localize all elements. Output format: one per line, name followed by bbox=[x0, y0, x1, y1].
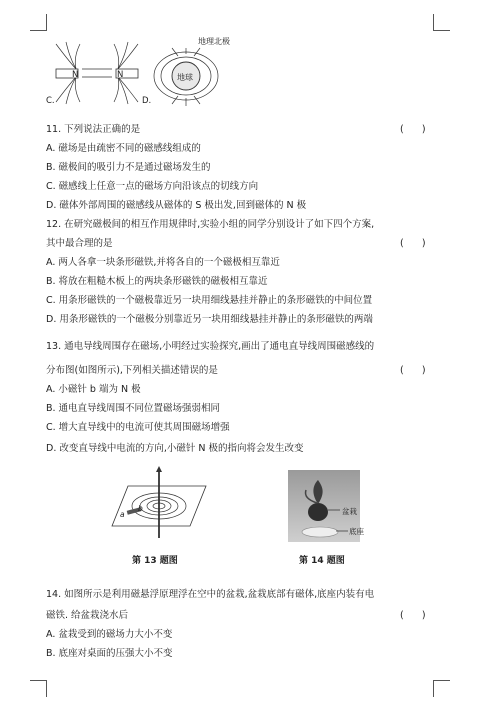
figure-c-label: C. bbox=[46, 96, 55, 106]
figure-c-like-poles bbox=[52, 42, 142, 104]
q13-stem-line1: 13. 通电导线周围存在磁场,小明经过实验探究,画出了通电直导线周围磁感线的 bbox=[46, 341, 375, 352]
q12-answer-paren: ( ) bbox=[400, 238, 426, 249]
figure-13-wire-field bbox=[110, 466, 210, 542]
q11-option-b: B. 磁极间的吸引力不是通过磁场发生的 bbox=[46, 162, 211, 173]
q13-option-d: D. 改变直导线中电流的方向,小磁针 N 极的指向将会发生改变 bbox=[46, 443, 304, 454]
crop-mark-bottom-left bbox=[30, 680, 47, 697]
figure-13-caption: 第 13 题图 bbox=[132, 556, 178, 566]
q12-stem-line2: 其中最合理的是 bbox=[46, 238, 113, 249]
q11-stem: 11. 下列说法正确的是 bbox=[46, 124, 141, 135]
q14-option-a: A. 盆栽受到的磁场力大小不变 bbox=[46, 629, 173, 640]
crop-mark-top-left bbox=[30, 14, 47, 31]
q11-option-d: D. 磁体外部周围的磁感线从磁体的 S 极出发,回到磁体的 N 极 bbox=[46, 200, 307, 211]
q11-answer-paren: ( ) bbox=[400, 124, 426, 135]
crop-mark-top-right bbox=[433, 14, 450, 31]
q14-option-b: B. 底座对桌面的压强大小不变 bbox=[46, 648, 173, 659]
figure-14-base-label: 底座 bbox=[349, 527, 364, 536]
q12-option-d: D. 用条形磁铁的一个磁极分别靠近另一块用细线悬挂并静止的条形磁铁的两端 bbox=[46, 314, 373, 325]
q11-option-a: A. 磁场是由疏密不同的磁感线组成的 bbox=[46, 143, 201, 154]
figure-14-caption: 第 14 题图 bbox=[299, 556, 345, 566]
q13-option-a: A. 小磁针 b 端为 N 极 bbox=[46, 384, 141, 395]
q13-option-c: C. 增大直导线中的电流可使其周围磁场增强 bbox=[46, 422, 230, 433]
earth-label: 地球 bbox=[177, 73, 193, 82]
figure-d-label: D. bbox=[142, 96, 152, 106]
q14-stem-line1: 14. 如图所示是利用磁悬浮原理浮在空中的盆栽,盆栽底部有磁体,底座内装有电 bbox=[46, 589, 375, 600]
q14-answer-paren: ( ) bbox=[400, 610, 426, 621]
q12-option-b: B. 将放在粗糙木板上的两块条形磁铁的磁极相互靠近 bbox=[46, 276, 268, 287]
figure-13-label-a: a bbox=[120, 510, 125, 519]
crop-mark-bottom-right bbox=[433, 680, 450, 697]
figure-13-label-b: b bbox=[138, 504, 143, 513]
q12-option-c: C. 用条形磁铁的一个磁极靠近另一块用细线悬挂并静止的条形磁铁的中间位置 bbox=[46, 295, 373, 306]
magnet-left-n-label: N bbox=[72, 70, 79, 80]
figure-14-pot-label: 盆栽 bbox=[342, 507, 357, 516]
q14-stem-line2: 磁铁. 给盆栽浇水后 bbox=[46, 610, 129, 621]
q13-stem-line2: 分布图(如图所示),下列相关描述错误的是 bbox=[46, 365, 218, 376]
q13-option-b: B. 通电直导线周围不同位置磁场强弱相同 bbox=[46, 403, 221, 414]
q12-stem-line1: 12. 在研究磁极间的相互作用规律时,实验小组的同学分别设计了如下四个方案, bbox=[46, 219, 375, 230]
q12-option-a: A. 两人各拿一块条形磁铁,并将各自的一个磁极相互靠近 bbox=[46, 257, 280, 268]
q11-option-c: C. 磁感线上任意一点的磁场方向沿该点的切线方向 bbox=[46, 181, 259, 192]
geo-north-label: 地理北极 bbox=[198, 37, 230, 46]
magnet-right-n-label: N bbox=[117, 70, 124, 80]
q13-answer-paren: ( ) bbox=[400, 365, 426, 376]
